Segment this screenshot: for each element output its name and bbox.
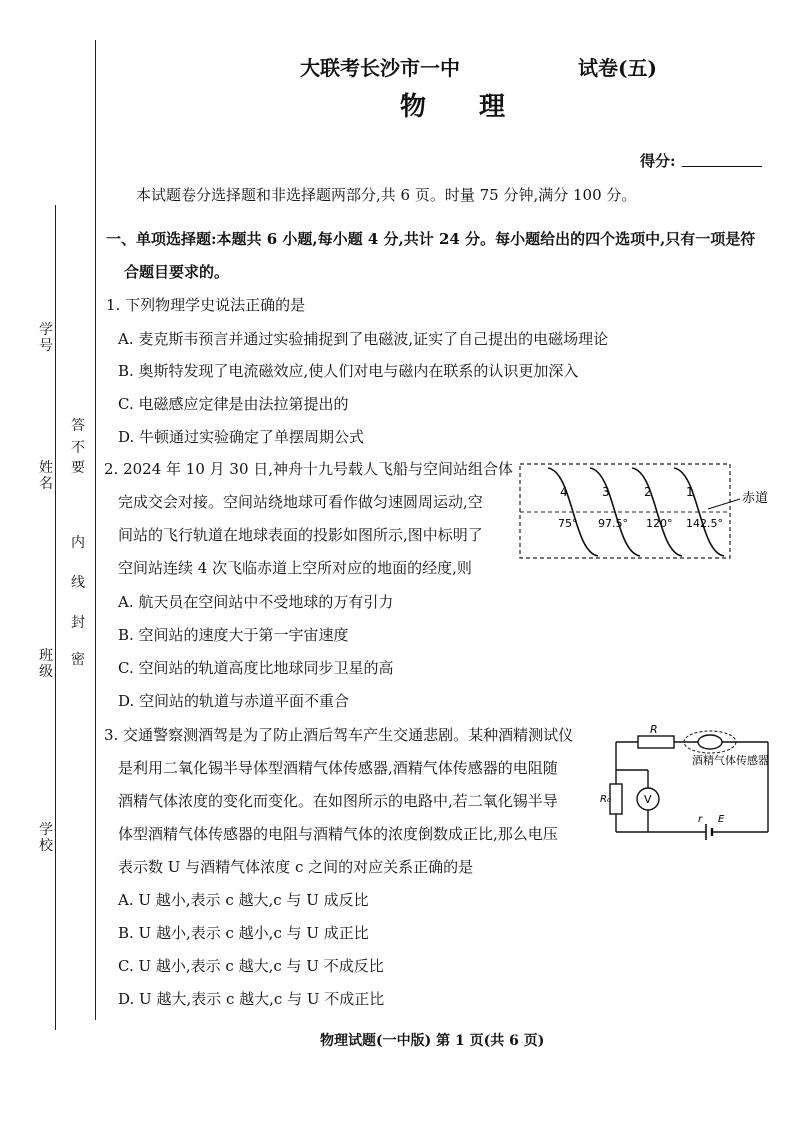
class-label: 班 级 [39, 648, 53, 680]
q3-option-b: B. U 越小,表示 c 越小,c 与 U 成正比 [118, 924, 369, 942]
seal-char: 封 [71, 615, 85, 631]
orbit-number: 1 [686, 485, 694, 499]
q2-option-b: B. 空间站的速度大于第一宇宙速度 [118, 626, 349, 644]
page-footer: 物理试题(一中版) 第 1 页(共 6 页) [320, 1033, 545, 1049]
seal-char: 不 [71, 440, 85, 456]
q2-stem-line2: 完成交会对接。空间站绕地球可看作做匀速圆周运动,空 [118, 493, 483, 511]
q3-option-c: C. U 越小,表示 c 越大,c 与 U 不成反比 [118, 957, 384, 975]
longitude-label: 75° [558, 517, 578, 530]
emf-label: E [718, 814, 725, 825]
exam-name: 大联考长沙市一中 [300, 56, 460, 80]
seal-char: 密 [71, 652, 85, 668]
q2-option-d: D. 空间站的轨道与赤道平面不重合 [118, 692, 350, 710]
q3-stem-line4: 体型酒精气体传感器的电阻与酒精气体的浓度倒数成正比,那么电压 [118, 825, 558, 843]
score-label: 得分: [640, 152, 676, 170]
q3-stem-line3: 酒精气体浓度的变化而变化。在如图所示的电路中,若二氧化锡半导 [118, 792, 558, 810]
paper-number: 试卷(五) [578, 56, 657, 80]
resistor-r [638, 736, 674, 748]
intro-text: 本试题卷分选择题和非选择题两部分,共 6 页。时量 75 分钟,满分 100 分。 [136, 186, 637, 204]
school-label: 学 校 [39, 822, 53, 854]
q1-option-b: B. 奥斯特发现了电流磁效应,使人们对电与磁内在联系的认识更加深入 [118, 362, 579, 380]
side-line-left [55, 205, 56, 1030]
orbit-number: 3 [602, 485, 610, 499]
page-title: 物 理 [400, 92, 528, 122]
orbit-number: 4 [560, 485, 568, 499]
student-id-label: 学 号 [39, 322, 53, 354]
score-blank [682, 166, 762, 167]
orbit-number: 2 [644, 485, 652, 499]
seal-char: 线 [71, 575, 85, 591]
resistor-r0-label: R₀ [600, 794, 611, 805]
q3-stem-line2: 是利用二氧化锡半导体型酒精气体传感器,酒精气体传感器的电阻随 [118, 759, 558, 777]
sensor-label: 酒精气体传感器 [692, 754, 769, 767]
name-label: 姓 名 [39, 460, 53, 492]
longitude-label: 97.5° [598, 517, 628, 530]
sensor-element [698, 735, 722, 749]
q1-stem: 1. 下列物理学史说法正确的是 [106, 296, 306, 314]
seal-char: 内 [71, 535, 85, 551]
q2-stem-line4: 空间站连续 4 次飞临赤道上空所对应的地面的经度,则 [118, 559, 472, 577]
q2-stem-line3: 间站的飞行轨道在地球表面的投影如图所示,图中标明了 [118, 526, 483, 544]
section-heading-cont: 合题目要求的。 [124, 263, 230, 281]
seal-char: 要 [71, 460, 85, 476]
side-line-right [95, 40, 96, 1020]
q1-option-d: D. 牛顿通过实验确定了单摆周期公式 [118, 428, 365, 446]
equator-pointer [708, 499, 740, 509]
q2-option-a: A. 航天员在空间站中不受地球的万有引力 [118, 593, 394, 611]
orbit-projection-figure [518, 462, 790, 562]
section-heading: 一、单项选择题:本题共 6 小题,每小题 4 分,共计 24 分。每小题给出的四个选项中,只有一项是符 [106, 230, 756, 248]
q3-stem-line5: 表示数 U 与酒精气体浓度 c 之间的对应关系正确的是 [118, 858, 474, 876]
q3-option-d: D. U 越大,表示 c 越大,c 与 U 不成正比 [118, 990, 385, 1008]
q3-option-a: A. U 越小,表示 c 越大,c 与 U 成反比 [118, 891, 369, 909]
circuit-figure [598, 722, 780, 844]
q3-stem-line1: 3. 交通警察测酒驾是为了防止酒后驾车产生交通悲剧。某种酒精测试仪 [104, 726, 574, 744]
resistor-r0 [610, 784, 622, 814]
q1-option-c: C. 电磁感应定律是由法拉第提出的 [118, 395, 349, 413]
internal-resistance-label: r [698, 814, 703, 825]
q2-stem-line1: 2. 2024 年 10 月 30 日,神舟十九号载人飞船与空间站组合体 [104, 460, 514, 478]
seal-char: 答 [71, 418, 85, 434]
longitude-label: 142.5° [686, 517, 723, 530]
resistor-r-label: R [650, 723, 658, 736]
longitude-label: 120° [646, 517, 673, 530]
voltmeter-label: V [644, 793, 652, 806]
q1-option-a: A. 麦克斯韦预言并通过实验捕捉到了电磁波,证实了自己提出的电磁场理论 [118, 330, 609, 348]
equator-label: 赤道 [742, 491, 769, 506]
q2-option-c: C. 空间站的轨道高度比地球同步卫星的高 [118, 659, 394, 677]
